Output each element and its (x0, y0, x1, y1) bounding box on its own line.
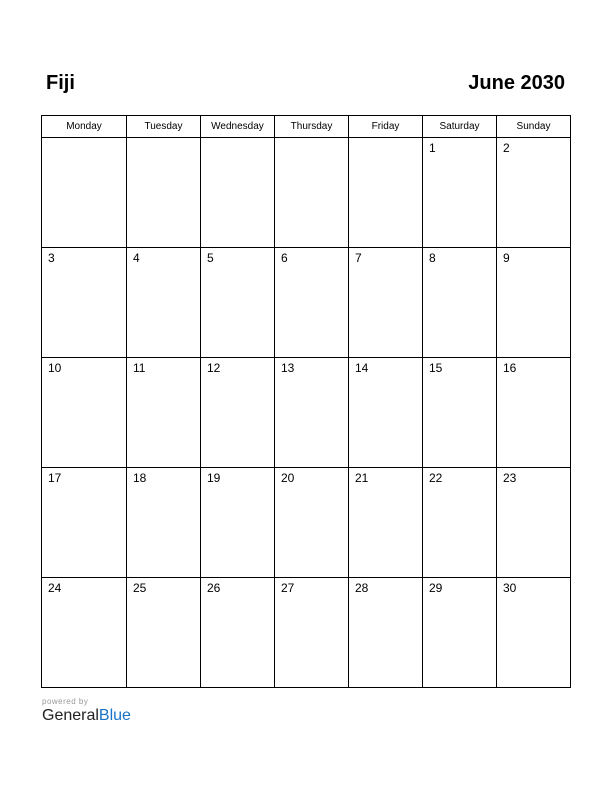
day-cell (349, 138, 423, 248)
day-cell (42, 358, 127, 468)
day-cell (201, 138, 275, 248)
day-number: 21 (355, 471, 369, 485)
week-row (42, 248, 571, 358)
day-number: 5 (207, 251, 214, 265)
day-cell (497, 578, 571, 688)
day-cell (275, 468, 349, 578)
weekday-tuesday: Tuesday (127, 116, 201, 138)
day-cell (201, 468, 275, 578)
powered-by-label: powered by (42, 697, 89, 706)
week-row (42, 358, 571, 468)
weekday-monday: Monday (42, 116, 127, 138)
day-number: 10 (48, 361, 62, 375)
day-cell (423, 468, 497, 578)
footer-branding (42, 697, 131, 725)
weekday-header-row (42, 116, 571, 138)
day-cell (275, 578, 349, 688)
day-number: 19 (207, 471, 221, 485)
day-number: 13 (281, 361, 295, 375)
day-number: 30 (503, 581, 517, 595)
day-cell (349, 468, 423, 578)
day-cell (127, 468, 201, 578)
day-number (349, 138, 422, 141)
day-number: 12 (207, 361, 221, 375)
day-cell (497, 358, 571, 468)
day-number: 29 (429, 581, 443, 595)
day-number (127, 138, 200, 141)
week-row (42, 468, 571, 578)
day-cell (127, 138, 201, 248)
day-number: 11 (133, 361, 146, 375)
calendar-grid (41, 115, 571, 688)
day-number: 24 (48, 581, 62, 595)
week-row (42, 138, 571, 248)
day-cell (423, 138, 497, 248)
day-number: 9 (503, 251, 510, 265)
day-cell (42, 248, 127, 358)
country-name: Fiji (46, 72, 75, 94)
day-number: 20 (281, 471, 295, 485)
day-cell (275, 248, 349, 358)
day-number: 8 (429, 251, 436, 265)
day-number (42, 138, 126, 141)
day-cell (423, 358, 497, 468)
day-cell (201, 248, 275, 358)
day-cell (275, 138, 349, 248)
day-cell (497, 138, 571, 248)
day-number: 3 (48, 251, 55, 265)
day-number: 26 (207, 581, 221, 595)
weekday-saturday: Saturday (423, 116, 497, 138)
day-number: 23 (503, 471, 517, 485)
day-cell (42, 578, 127, 688)
day-cell (497, 248, 571, 358)
day-number: 7 (355, 251, 362, 265)
day-number: 18 (133, 471, 147, 485)
day-cell (497, 468, 571, 578)
day-cell (42, 468, 127, 578)
brand-name-part1: General (42, 707, 99, 724)
day-number: 27 (281, 581, 295, 595)
day-number: 15 (429, 361, 443, 375)
day-number: 4 (133, 251, 140, 265)
day-number (275, 138, 348, 141)
day-number: 17 (48, 471, 62, 485)
day-cell (42, 138, 127, 248)
generalblue-logo[interactable] (42, 707, 131, 725)
day-number: 6 (281, 251, 288, 265)
day-number (201, 138, 274, 141)
day-cell (127, 248, 201, 358)
day-number: 22 (429, 471, 443, 485)
day-cell (201, 578, 275, 688)
weekday-thursday: Thursday (275, 116, 349, 138)
weekday-sunday: Sunday (497, 116, 571, 138)
day-cell (423, 248, 497, 358)
day-cell (349, 248, 423, 358)
weekday-wednesday: Wednesday (201, 116, 275, 138)
day-cell (349, 578, 423, 688)
day-number: 2 (503, 141, 510, 155)
day-number: 28 (355, 581, 369, 595)
day-cell (127, 578, 201, 688)
day-number: 16 (503, 361, 517, 375)
day-number: 1 (429, 141, 436, 155)
day-number: 25 (133, 581, 147, 595)
day-cell (201, 358, 275, 468)
day-cell (349, 358, 423, 468)
day-cell (423, 578, 497, 688)
brand-name-part2: Blue (98, 707, 131, 724)
weekday-friday: Friday (349, 116, 423, 138)
day-cell (127, 358, 201, 468)
day-number: 14 (355, 361, 369, 375)
month-year-title: June 2030 (468, 72, 565, 94)
week-row (42, 578, 571, 688)
day-cell (275, 358, 349, 468)
